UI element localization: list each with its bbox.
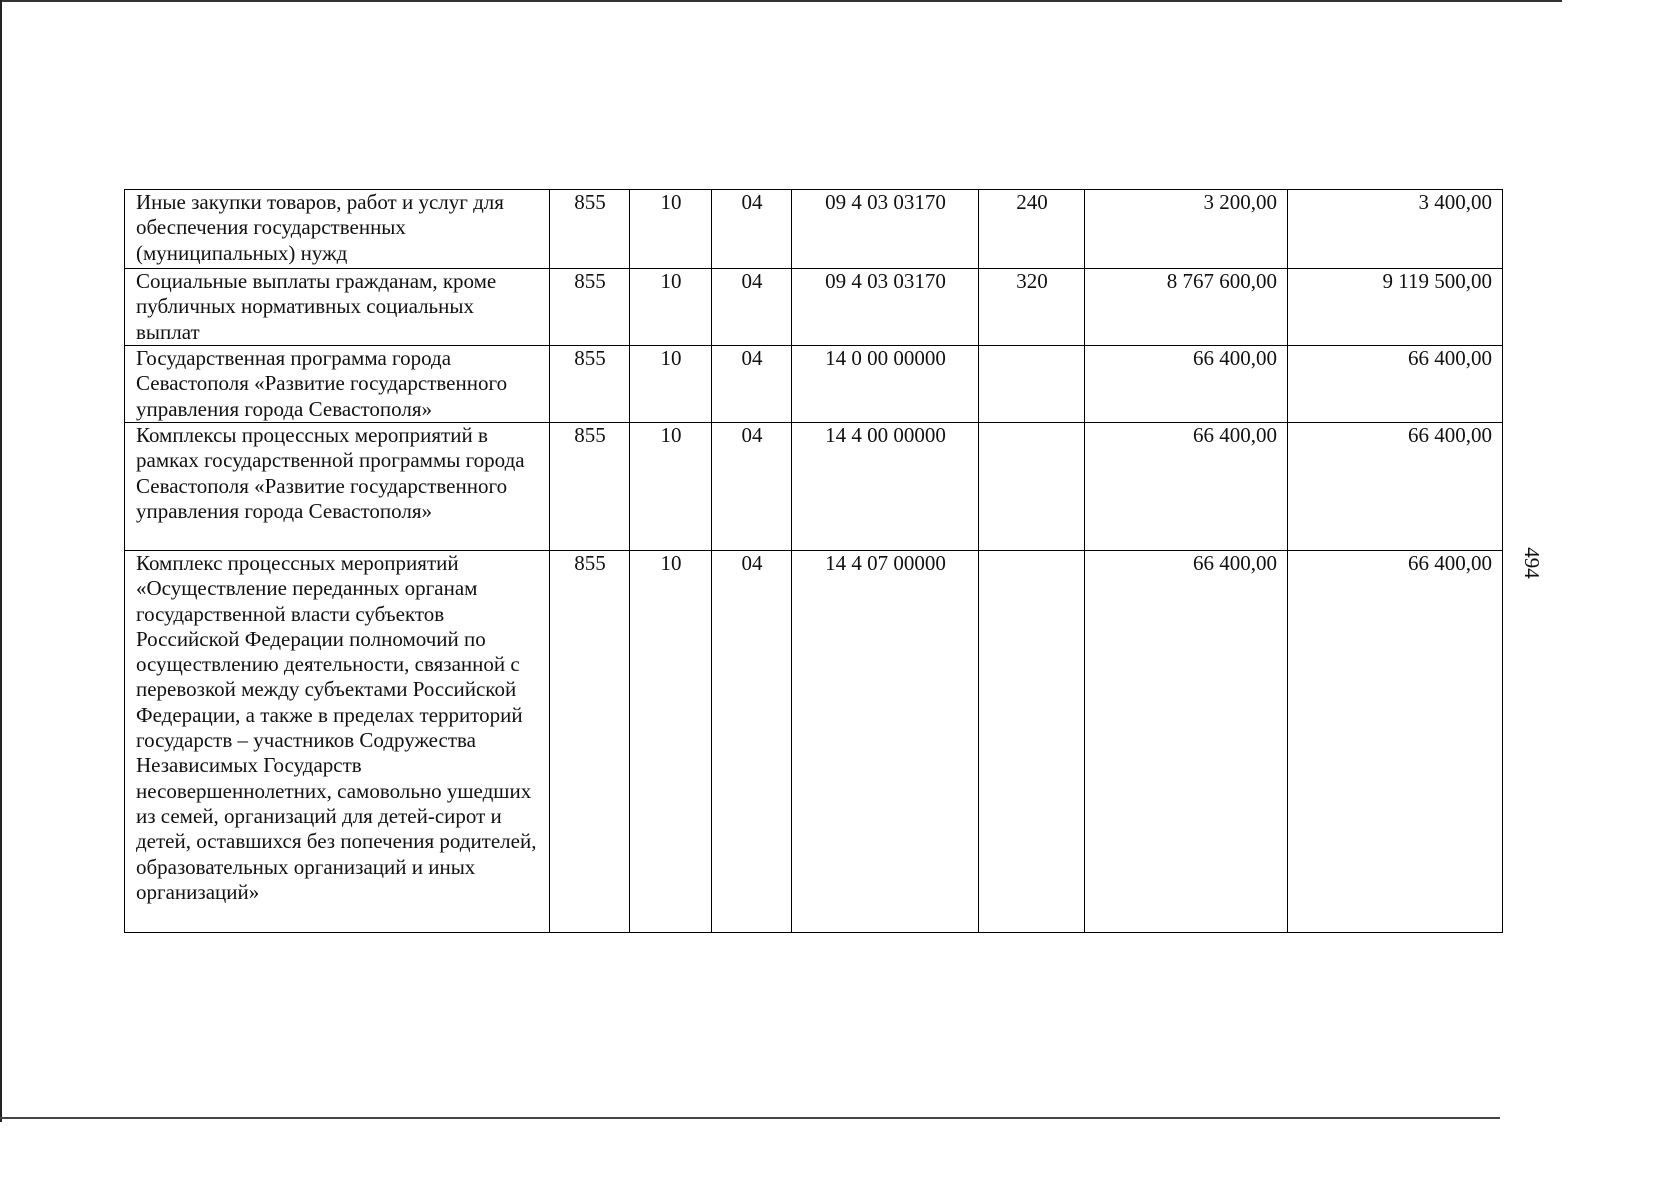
budget-table bbox=[124, 189, 1503, 933]
row-name: Комплексы процессных мероприятий в рамках государственной программы города Севастополя «Развитие государственного управления города Севастополя» bbox=[125, 423, 550, 551]
sum-year-2: 66 400,00 bbox=[1288, 551, 1503, 933]
ved-code: 855 bbox=[550, 190, 630, 269]
row-name: Социальные выплаты гражданам, кроме публичных нормативных социальных выплат bbox=[125, 269, 550, 346]
section-code: 10 bbox=[630, 269, 712, 346]
scan-edge-bottom bbox=[0, 1117, 1500, 1119]
sum-year-2: 66 400,00 bbox=[1288, 346, 1503, 423]
scan-edge-left bbox=[0, 0, 2, 1122]
row-name: Комплекс процессных мероприятий «Осуществление переданных органам государственной власти субъектов Российской Федерации полномочий по осуществлению деятельности, связанной с перевозкой между субъектами Российской Федерации, а также в пределах территорий государств – участников Содружества Независимых Государств несовершеннолетних, самовольно ушедших из семей, организаций для детей-сирот и детей, оставшихся без попечения родителей, образовательных организаций и иных организаций» bbox=[125, 551, 550, 933]
target-article-code: 14 0 00 00000 bbox=[792, 346, 979, 423]
sum-year-2: 9 119 500,00 bbox=[1288, 269, 1503, 346]
ved-code: 855 bbox=[550, 346, 630, 423]
subsection-code: 04 bbox=[712, 269, 792, 346]
row-name: Государственная программа города Севастополя «Развитие государственного управления города Севастополя» bbox=[125, 346, 550, 423]
ved-code: 855 bbox=[550, 269, 630, 346]
subsection-code: 04 bbox=[712, 423, 792, 551]
expense-type-code: 320 bbox=[979, 269, 1085, 346]
expense-type-code bbox=[979, 423, 1085, 551]
sum-year-1: 8 767 600,00 bbox=[1085, 269, 1288, 346]
section-code: 10 bbox=[630, 190, 712, 269]
expense-type-code bbox=[979, 346, 1085, 423]
ved-code: 855 bbox=[550, 551, 630, 933]
subsection-code: 04 bbox=[712, 190, 792, 269]
target-article-code: 14 4 07 00000 bbox=[792, 551, 979, 933]
target-article-code: 09 4 03 03170 bbox=[792, 269, 979, 346]
page-number: 494 bbox=[1520, 547, 1544, 579]
table-row bbox=[125, 423, 1503, 551]
target-article-code: 09 4 03 03170 bbox=[792, 190, 979, 269]
table-row bbox=[125, 346, 1503, 423]
table-row bbox=[125, 551, 1503, 933]
sum-year-1: 66 400,00 bbox=[1085, 551, 1288, 933]
expense-type-code: 240 bbox=[979, 190, 1085, 269]
ved-code: 855 bbox=[550, 423, 630, 551]
sum-year-1: 3 200,00 bbox=[1085, 190, 1288, 269]
section-code: 10 bbox=[630, 423, 712, 551]
table-row bbox=[125, 190, 1503, 269]
sum-year-2: 66 400,00 bbox=[1288, 423, 1503, 551]
section-code: 10 bbox=[630, 551, 712, 933]
subsection-code: 04 bbox=[712, 346, 792, 423]
sum-year-1: 66 400,00 bbox=[1085, 423, 1288, 551]
subsection-code: 04 bbox=[712, 551, 792, 933]
sum-year-1: 66 400,00 bbox=[1085, 346, 1288, 423]
sum-year-2: 3 400,00 bbox=[1288, 190, 1503, 269]
section-code: 10 bbox=[630, 346, 712, 423]
scan-edge-top bbox=[0, 0, 1562, 2]
target-article-code: 14 4 00 00000 bbox=[792, 423, 979, 551]
expense-type-code bbox=[979, 551, 1085, 933]
table-row bbox=[125, 269, 1503, 346]
row-name: Иные закупки товаров, работ и услуг для обеспечения государственных (муниципальных) нужд bbox=[125, 190, 550, 269]
